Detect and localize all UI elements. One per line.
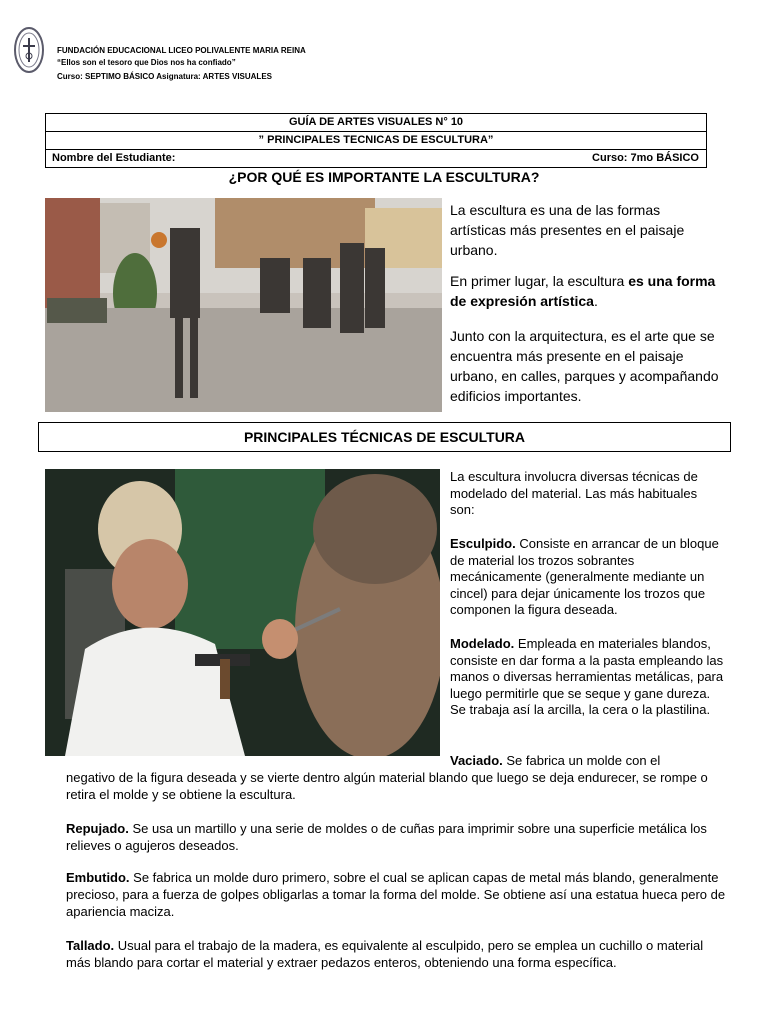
vaciado-text-a: Se fabrica un molde con el	[502, 753, 661, 768]
guide-subtitle: ” PRINCIPALES TECNICAS DE ESCULTURA”	[46, 132, 706, 150]
technique-modelado	[450, 636, 725, 719]
importance-paragraph-3: Junto con la arquitectura, es el arte que se encuentra más presente en el paisaje urbano, en calles, parques y acompañando edificios importantes.	[450, 328, 719, 404]
techniques-intro: La escultura involucra diversas técnicas de modelado del material. Las más habituales son:	[450, 469, 698, 517]
vaciado-term: Vaciado.	[450, 753, 503, 768]
school-name: FUNDACIÓN EDUCACIONAL LICEO POLIVALENTE MARIA REINA	[57, 46, 306, 55]
p2-bold: es una forma de expresión artística	[450, 273, 716, 309]
student-row	[46, 150, 706, 168]
urban-sculpture-photo	[45, 198, 442, 412]
esculpido-term: Esculpido.	[450, 536, 516, 551]
vaciado-text-b: negativo de la figura deseada y se vierte dentro algún material blando que luego se deja endurecer, se rompe o retira el molde y se obtiene la escultura.	[66, 770, 708, 802]
tallado-text: Usual para el trabajo de la madera, es equivalente al esculpido, pero se emplea un cuchillo o material más blando para cortar el material y extraer pedazos enteros, obteniendo una forma específica.	[66, 938, 704, 970]
section-heading-importance: ¿POR QUÉ ES IMPORTANTE LA ESCULTURA?	[228, 169, 540, 185]
repujado-term: Repujado.	[66, 821, 129, 836]
school-motto: “Ellos son el tesoro que Dios nos ha confiado”	[57, 58, 236, 67]
course-label: Curso: 7mo BÁSICO	[592, 152, 699, 164]
modelado-term: Modelado.	[450, 636, 515, 651]
technique-esculpido	[450, 536, 725, 619]
technique-repujado	[66, 820, 726, 854]
guide-title: GUÍA DE ARTES VISUALES N° 10	[46, 114, 706, 132]
importance-paragraph-2	[450, 271, 720, 311]
technique-embutido	[66, 869, 726, 920]
modelado-text: Empleada en materiales blandos, consiste en dar forma a la pasta empleando las manos o diversas herramientas metálicas, para luego permitirle que se seque y gane dureza. Se trabaja así la arcilla, la cera o la plastilina.	[450, 636, 724, 717]
importance-paragraph-1: La escultura es una de las formas artísticas más presentes en el paisaje urbano.	[450, 202, 685, 258]
p2-end: .	[593, 293, 598, 309]
technique-vaciado	[66, 752, 726, 803]
repujado-text: Se usa un martillo y una serie de moldes o de cuñas para imprimir sobre una superficie metálica los relieves o agujeros deseados.	[66, 821, 707, 853]
school-crest-icon	[13, 26, 45, 74]
p2-text: En primer lugar, la escultura	[450, 273, 629, 289]
esculpido-text: Consiste en arrancar de un bloque de material los trozos sobrantes mecánicamente (generalmente mediante un cincel) para dejar únicamente los trozos que componen la figura deseada.	[450, 536, 719, 617]
guide-info-table	[45, 113, 707, 168]
sculptor-carving-photo	[45, 469, 440, 756]
embutido-text: Se fabrica un molde duro primero, sobre el cual se aplican capas de metal más blando, generalmente precioso, para a fuerza de golpes obligarlas a tomar la forma del molde. Se obtiene así una estatua hueca pero de apariencia maciza.	[66, 870, 726, 919]
embutido-term: Embutido.	[66, 870, 130, 885]
tallado-term: Tallado.	[66, 938, 115, 953]
student-name-label: Nombre del Estudiante:	[52, 152, 176, 164]
course-subject-line: Curso: SEPTIMO BÁSICO Asignatura: ARTES VISUALES	[57, 72, 272, 81]
section-heading-techniques: PRINCIPALES TÉCNICAS DE ESCULTURA	[38, 422, 731, 452]
technique-tallado	[66, 937, 726, 971]
